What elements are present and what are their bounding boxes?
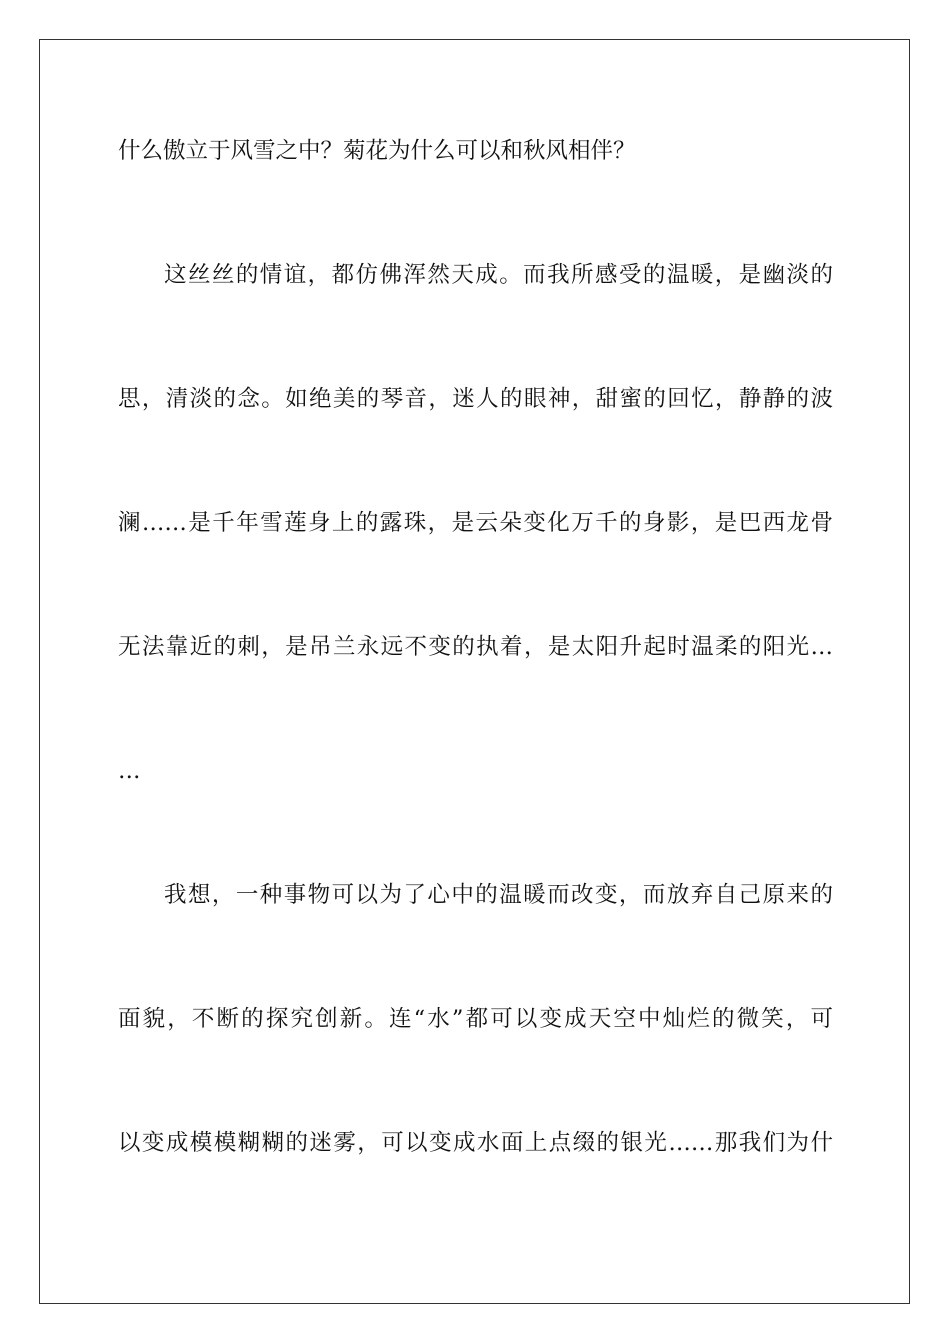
paragraph-first-line: 我想，一种事物可以为了心中的温暖而改变，而放弃自己原来的 <box>164 882 833 908</box>
text-line: 澜……是千年雪莲身上的露珠，是云朵变化万千的身影，是巴西龙骨 <box>118 510 833 536</box>
text-line: 思，清淡的念。如绝美的琴音，迷人的眼神，甜蜜的回忆，静静的波 <box>118 386 833 412</box>
paragraph-first-line: 这丝丝的情谊，都仿佛浑然天成。而我所感受的温暖，是幽淡的 <box>164 262 833 288</box>
text-line: … <box>118 758 141 784</box>
text-line: 面貌，不断的探究创新。连“水”都可以变成天空中灿烂的微笑，可 <box>118 1006 833 1032</box>
text-line: 以变成模模糊糊的迷雾，可以变成水面上点缀的银光……那我们为什 <box>118 1130 833 1156</box>
text-line: 无法靠近的刺，是吊兰永远不变的执着，是太阳升起时温柔的阳光… <box>118 634 833 660</box>
text-line: 什么傲立于风雪之中？菊花为什么可以和秋风相伴？ <box>118 138 636 164</box>
page-border <box>39 39 910 1304</box>
